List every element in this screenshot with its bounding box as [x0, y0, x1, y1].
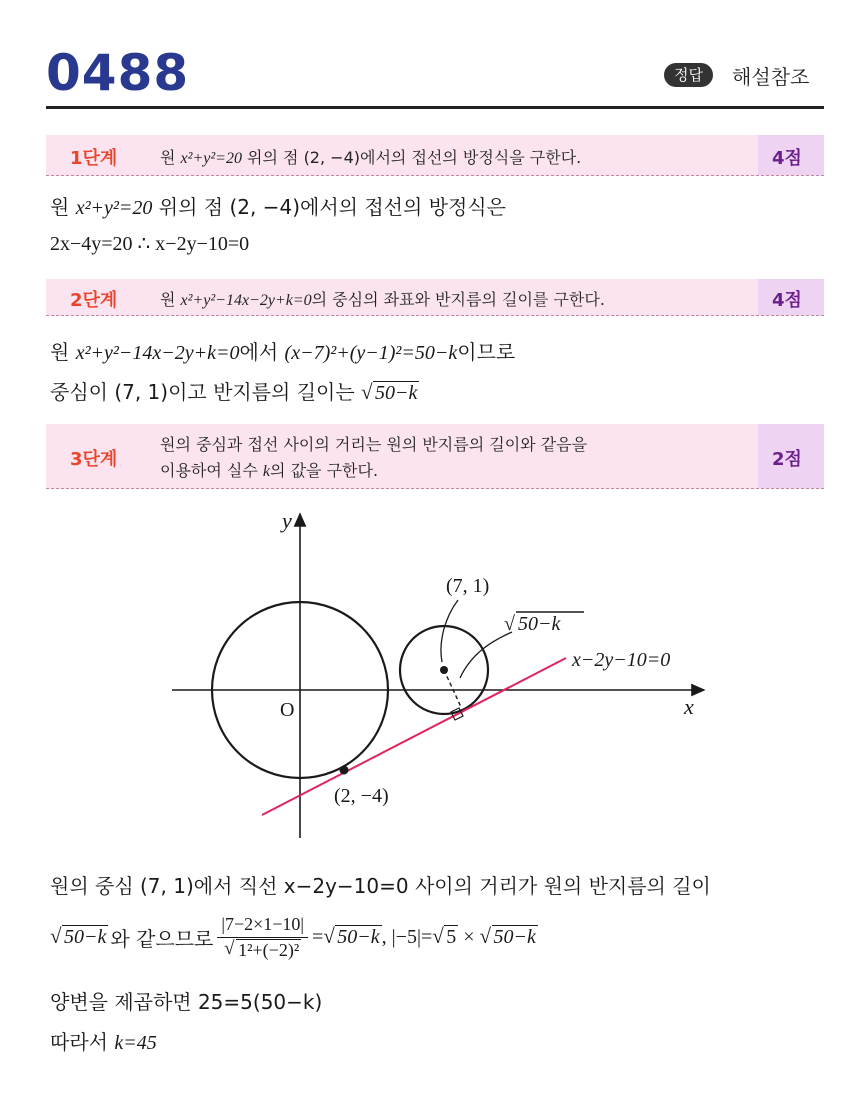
- header-divider: [46, 106, 824, 109]
- step-2-score-box: [758, 279, 824, 315]
- s2-radius-sqrt: [361, 382, 419, 405]
- sqrt-sign: √: [361, 380, 373, 404]
- step-1-label: 1단계: [70, 148, 118, 169]
- s1-l1-equation: x²+y²=20: [75, 197, 153, 219]
- s2-l1-post: 이므로: [457, 340, 516, 364]
- den-sqrt-value: 1²+(−2)²: [238, 940, 300, 960]
- s3-sqrt-1: [50, 926, 108, 949]
- step-3-score: 2점: [772, 449, 802, 470]
- distance-fraction: [217, 914, 308, 961]
- s3-sqrt-5-value: 5: [446, 926, 457, 948]
- radius-sqrt-sign: √: [504, 613, 515, 635]
- x-axis-label: x: [684, 694, 694, 719]
- den-sqrt: [224, 940, 301, 961]
- origin-label: O: [280, 699, 295, 721]
- step-2-description: [160, 287, 605, 310]
- s2-l1-mid: 에서: [239, 340, 285, 364]
- tangent-line: [262, 658, 566, 815]
- step-1-desc-pre: 원: [160, 148, 181, 167]
- s2-l2-pre: 중심이 (7, 1)이고 반지름의 길이는: [50, 380, 362, 404]
- equals-sign: =: [312, 926, 324, 948]
- answer-reference: 해설참조: [732, 65, 810, 89]
- answer-badge: 정답: [664, 63, 713, 87]
- s2-radius-value: 50−k: [375, 382, 418, 404]
- problem-number: 0488: [46, 44, 190, 102]
- s1-l1-post: 위의 점 (2, −4)에서의 접선의 방정식은: [152, 195, 506, 219]
- step-3-desc-var: k: [262, 463, 271, 480]
- step-1-description: [160, 145, 581, 168]
- radius-label: 50−k: [518, 613, 561, 635]
- step-1-desc-equation: x²+y²=20: [180, 150, 242, 167]
- fraction-numerator: |7−2×1−10|: [217, 914, 308, 938]
- s3-sqrt-3-value: 50−k: [493, 926, 536, 948]
- step-3-bar: [46, 424, 824, 489]
- sqrt-sign: √: [323, 924, 335, 948]
- step-2-desc-pre: 원: [160, 290, 181, 309]
- step-3-body-line-4: 양변을 제곱하면 25=5(50−k): [50, 990, 323, 1014]
- sqrt-sign: √: [224, 938, 235, 959]
- s2-l1-equation-2: (x−7)²+(y−1)²=50−k: [284, 342, 458, 364]
- s3-l5-equation: k=45: [114, 1032, 157, 1054]
- s3-sqrt-2: [323, 926, 381, 949]
- s3-sqrt-5: [432, 926, 458, 949]
- line-label: x−2y−10=0: [572, 649, 671, 671]
- s3-l5-pre: 따라서: [50, 1030, 115, 1054]
- step-1-desc-post: 위의 점 (2, −4)에서의 접선의 방정식을 구한다.: [241, 148, 582, 167]
- step-3-desc-pre: 이용하여 실수: [160, 461, 263, 480]
- sqrt-sign: √: [432, 924, 444, 948]
- s3-times: ×: [458, 926, 480, 948]
- s2-l1-pre: 원: [50, 340, 76, 364]
- s3-sqrt-2-value: 50−k: [337, 926, 380, 948]
- tangent-point: [340, 766, 349, 775]
- step-3-label: 3단계: [70, 449, 118, 470]
- s3-eq-mid: , |−5|=: [381, 926, 433, 948]
- step-2-body-line-2: [50, 376, 419, 405]
- step-2-bar: [46, 279, 824, 316]
- coordinate-graph: [0, 500, 844, 840]
- step-2-desc-equation: x²+y²−14x−2y+k=0: [180, 292, 312, 309]
- step-2-desc-post: 의 중심의 좌표와 반지름의 길이를 구한다.: [311, 290, 605, 309]
- step-1-bar: [46, 135, 824, 176]
- step-1-score: 4점: [772, 148, 802, 169]
- center-label: (7, 1): [446, 575, 490, 597]
- s1-l1-pre: 원: [50, 195, 76, 219]
- center-label-pointer: [441, 600, 458, 662]
- step-1-body-line-1: [50, 191, 506, 220]
- step-3-description-line-1: 원의 중심과 접선 사이의 거리는 원의 반지름의 길이와 같음을: [160, 435, 588, 454]
- step-1-body-line-2: 2x−4y=20 ∴ x−2y−10=0: [50, 233, 250, 255]
- s2-l1-equation-1: x²+y²−14x−2y+k=0: [75, 342, 240, 364]
- step-3-score-box: [758, 424, 824, 488]
- step-2-score: 4점: [772, 290, 802, 311]
- step-3-description-line-2: [160, 458, 378, 481]
- s3-sqrt-1-value: 50−k: [64, 926, 107, 948]
- step-3-desc-post: 의 값을 구한다.: [270, 461, 379, 480]
- sqrt-sign: √: [479, 924, 492, 948]
- step-2-label: 2단계: [70, 290, 118, 311]
- s3-sqrt-3: [480, 926, 538, 949]
- center-point: [440, 666, 448, 674]
- fraction-denominator: [217, 938, 308, 961]
- step-2-body-line-1: [50, 336, 515, 365]
- radius-dashed: [444, 670, 461, 707]
- y-axis-label: y: [282, 508, 292, 533]
- sqrt-sign: √: [50, 924, 62, 948]
- s3-l2-text: 와 같으므로: [110, 927, 214, 951]
- step-1-score-box: [758, 135, 824, 175]
- step-3-body-line-2: [50, 914, 538, 961]
- step-3-body-line-5: [50, 1026, 157, 1055]
- tangent-point-label: (2, −4): [334, 785, 389, 807]
- step-3-body-line-1: 원의 중심 (7, 1)에서 직선 x−2y−10=0 사이의 거리가 원의 반지름의 길이: [50, 874, 711, 898]
